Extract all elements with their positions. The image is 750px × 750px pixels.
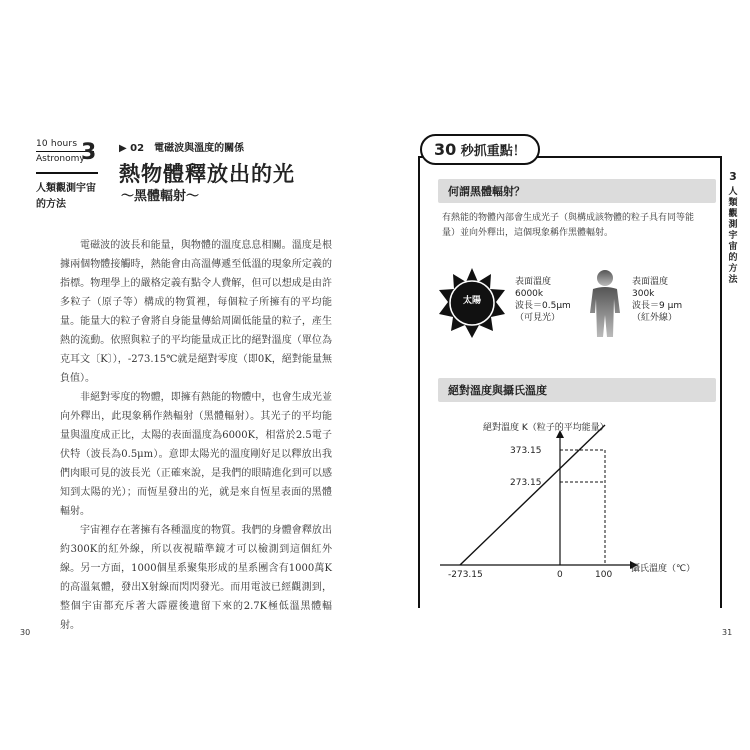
chapter-number: 3 xyxy=(81,140,97,165)
y-tick-label: 373.15 xyxy=(510,446,542,456)
chapter-title-line1: 人類觀測宇宙 xyxy=(36,183,96,194)
human-info xyxy=(632,276,682,324)
side-tab xyxy=(726,170,740,286)
side-tab-number: 3 xyxy=(729,170,737,183)
page-subtitle: 〜黑體輻射〜 xyxy=(121,189,200,204)
summary-badge xyxy=(420,134,540,165)
sun-info-line: 表面溫度 xyxy=(515,277,552,287)
x-tick-label: 100 xyxy=(595,570,613,580)
q1-text: 有熱能的物體內部會生成光子（與構成該物體的粒子具有同等能量）並向外釋出，這個現象稱作黑體輻射。 xyxy=(442,213,695,238)
header-astronomy: Astronomy xyxy=(36,154,85,164)
x-tick-label: -273.15 xyxy=(448,570,483,580)
paragraph-3: 宇宙裡存在著擁有各種溫度的物質。我們的身體會釋放出約300K的紅外線，所以夜視瞄準鏡才可以檢測到這個紅外線。另一方面，1000個星系聚集形成的星系團含有1000萬K的高溫氣體，發出X射線而閃閃發光。而用電波已經觀測到，整個宇宙都充斥著大霹靂後遺留下來的2.7K極低溫黑體輻射。 xyxy=(60,525,332,631)
q2-heading: 絕對溫度與攝氏溫度 xyxy=(438,378,716,402)
badge-text: 秒抓重點！ xyxy=(460,144,526,159)
x-tick-label: 0 xyxy=(557,570,563,580)
human-info-line: （紅外線） xyxy=(632,313,678,323)
paragraph-1: 電磁波的波長和能量，與物體的溫度息息相關。溫度是根據兩個物體接觸時，熱能會由高溫傳遞至低溫的現象所定義的指標。物理學上的嚴格定義有點令人費解，但可以想成是由許多粒子（原子等）構成的物質裡，每個粒子所擁有的平均能量。能量大的粒子會將自身能量傳給周圍低能量的粒子，產生熱的流動。依照與粒子的平均能量成正比的絕對溫度（單位為克耳文〔K〕），-273.15℃就是絕對零度（即0K，絕對能量無負值）。 xyxy=(60,240,332,384)
sun-info xyxy=(515,276,571,324)
page-title: 熱物體釋放出的光 xyxy=(119,162,295,186)
sun-label: 太陽 xyxy=(462,296,481,306)
x-axis-label: 攝氏溫度（℃） xyxy=(631,564,696,574)
page-number-left: 30 xyxy=(20,628,31,637)
human-info-line: 表面溫度 xyxy=(632,277,669,287)
header-divider xyxy=(36,172,98,174)
sun-info-line: 6000k xyxy=(515,289,544,299)
human-info-line: 300k xyxy=(632,289,655,299)
paragraph-2: 非絕對零度的物體，即擁有熱能的物體中，也會生成光並向外釋出，此現象稱作熱輻射（黑體輻射）。其光子的平均能量與溫度成正比，太陽的表面溫度為6000K，相當於2.5電子伏特（波長為0.5μm）。意即太陽光的溫度剛好足以釋放出我們肉眼可見的波長光（正確來說，是我們的眼睛進化到可以感知到太陽的光）；而恆星發出的光，就是來自恆星表面的黑體輻射。 xyxy=(60,392,332,517)
sun-info-line: 波長＝0.5μm xyxy=(515,301,571,311)
page-number-right: 31 xyxy=(722,628,733,637)
human-icon xyxy=(585,269,625,339)
badge-number: 30 xyxy=(434,140,457,159)
chapter-title-line2: 的方法 xyxy=(36,199,66,210)
body-text xyxy=(60,236,332,635)
q1-heading: 何謂黑體輻射？ xyxy=(438,179,716,203)
y-axis-label: 絕對溫度 K（粒子的平均能量） xyxy=(483,423,609,433)
y-tick-label: 273.15 xyxy=(510,478,542,488)
side-tab-text: 人 類 觀 測 宇 宙 的 方 法 xyxy=(728,187,738,285)
header-hours: 10 hours xyxy=(36,139,94,152)
human-info-line: 波長＝9 μm xyxy=(632,301,683,311)
chapter-title xyxy=(36,181,106,213)
sun-info-line: （可見光） xyxy=(515,313,561,323)
section-label: ▶ 02 電磁波與溫度的關係 xyxy=(119,143,245,154)
